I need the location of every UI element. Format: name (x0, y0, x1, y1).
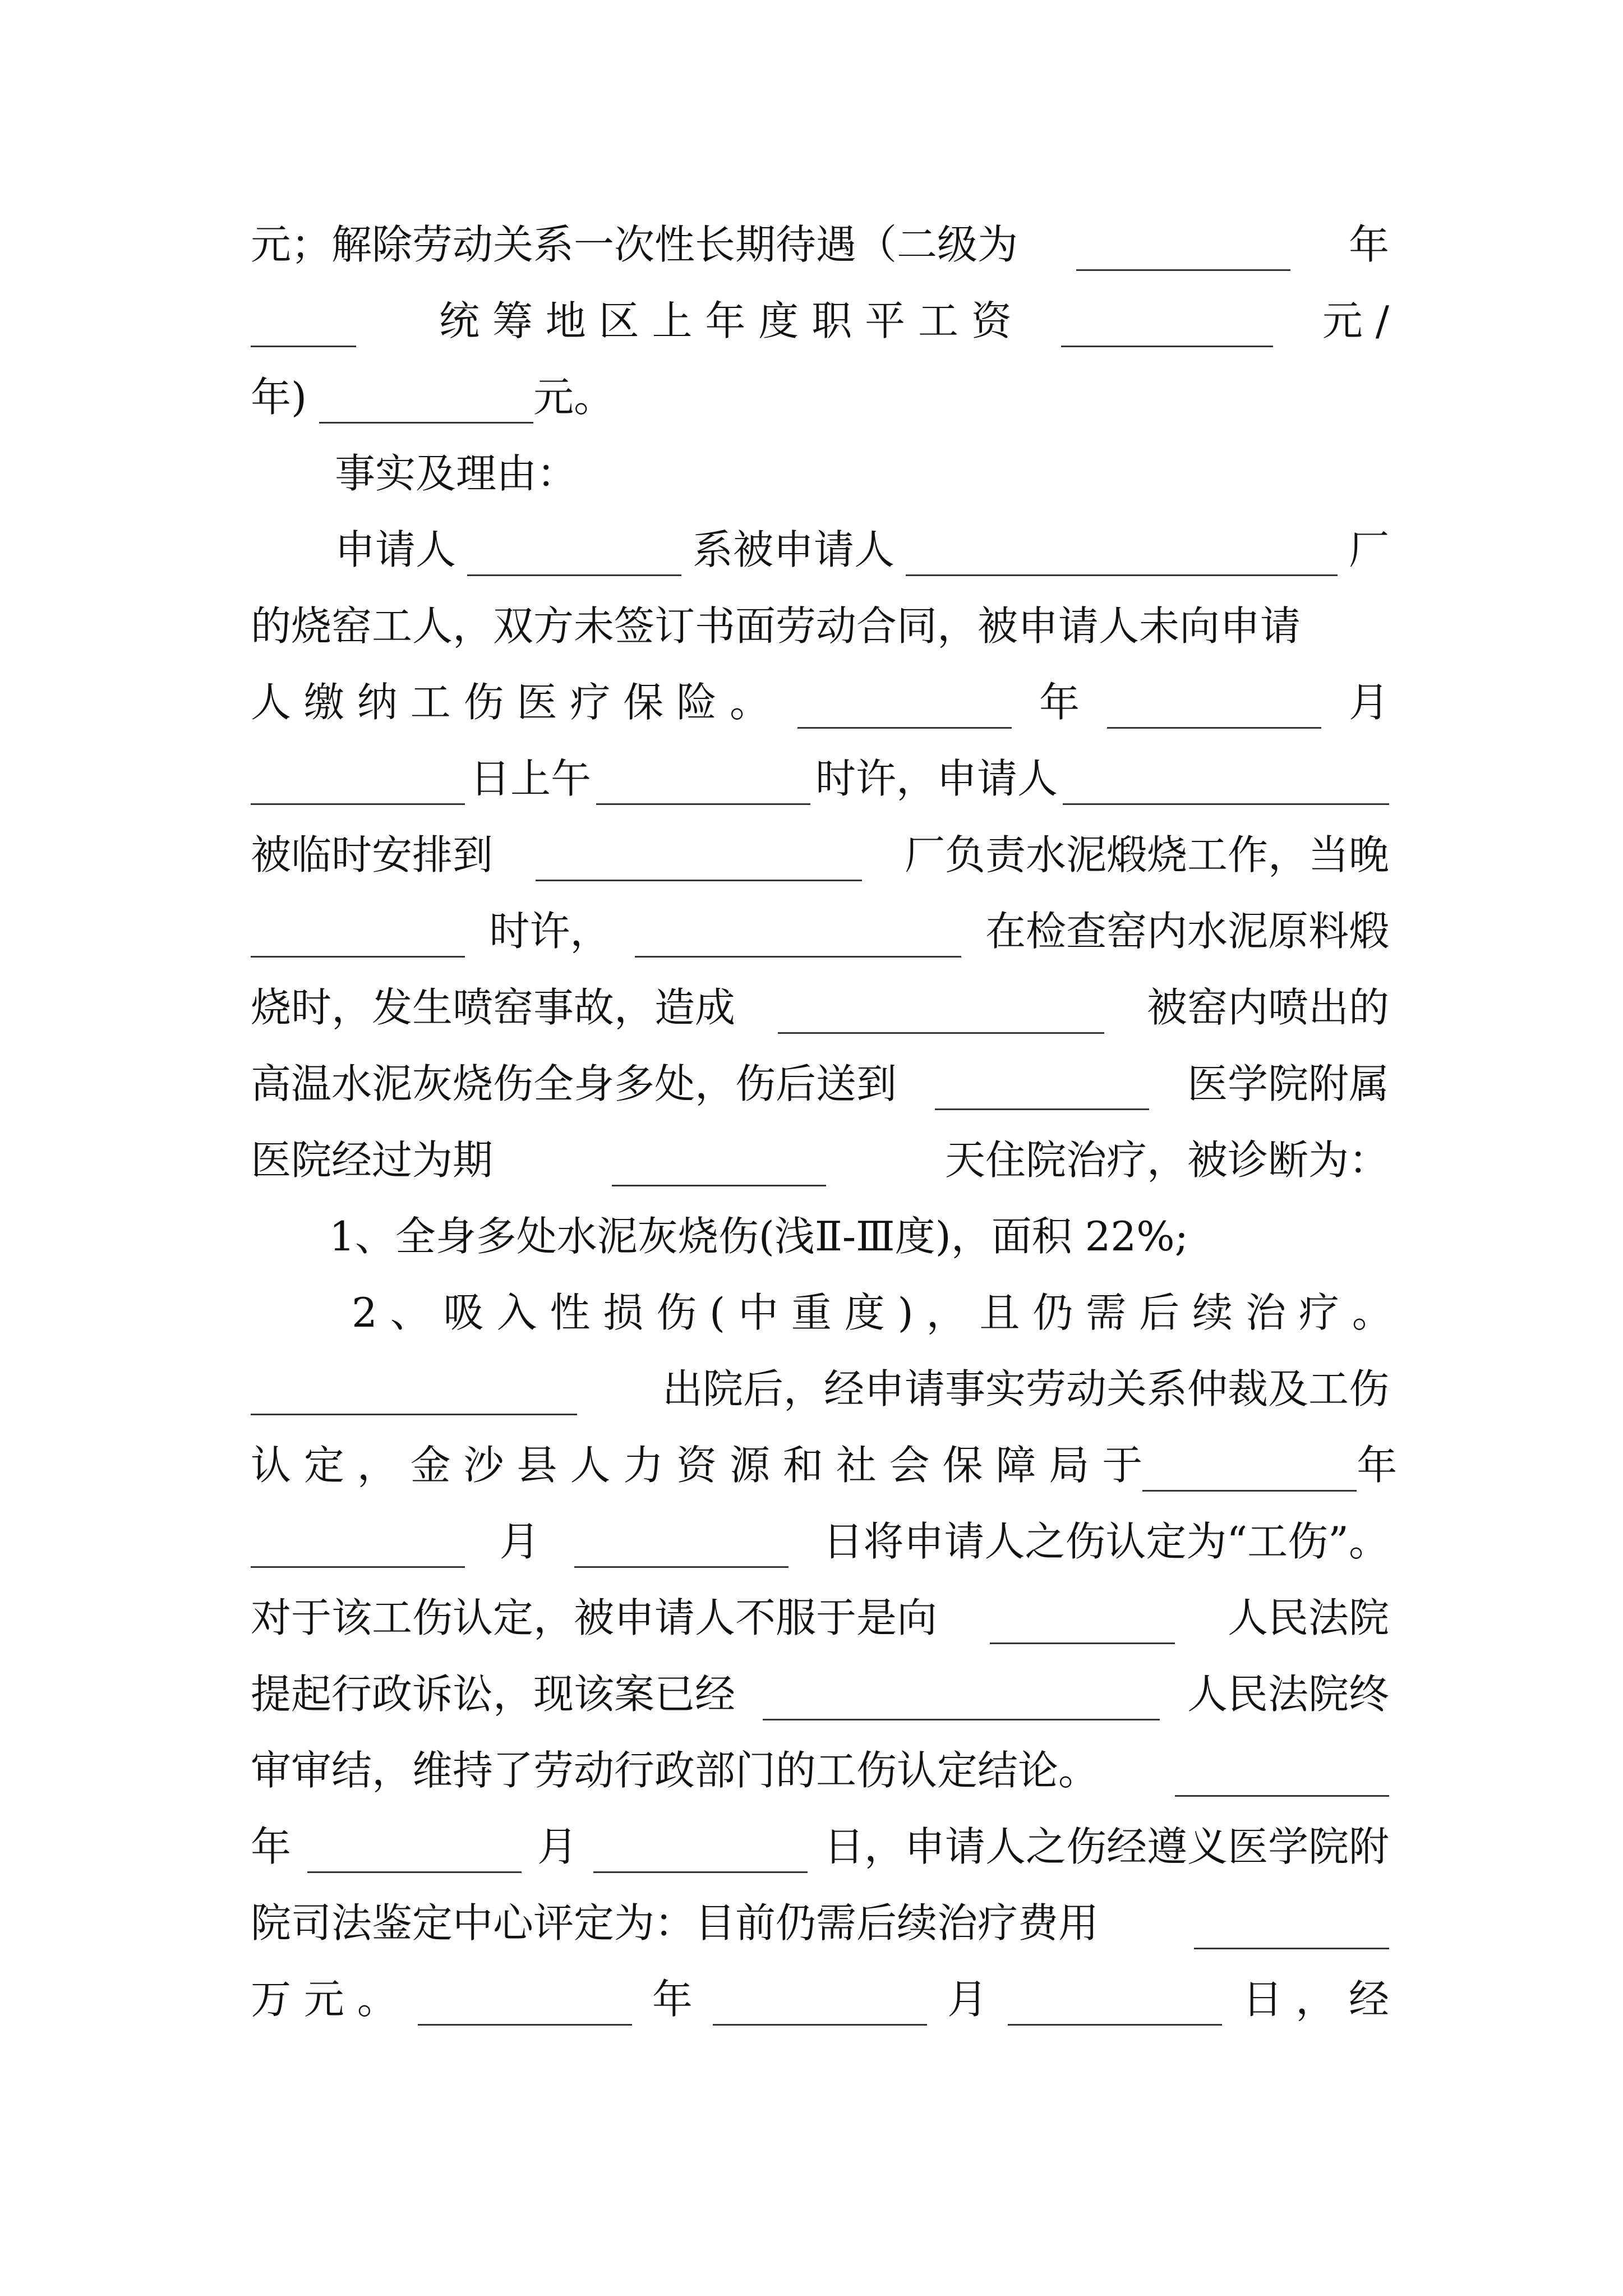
text-segment: 出院后，经申请事实劳动关系仲裁及工伤 (662, 1365, 1389, 1412)
fill-in-blank[interactable] (935, 1075, 1149, 1110)
text-line (251, 364, 1389, 431)
fill-in-blank[interactable] (596, 770, 810, 805)
text-segment: 提起行政诉讼，现该案已经 (251, 1671, 736, 1718)
fill-in-blank[interactable] (1008, 1990, 1222, 2026)
text-segment: 1、全身多处水泥灰烧伤(浅Ⅱ-Ⅲ度)，面积 22%; (329, 1213, 1188, 1260)
fill-in-blank[interactable] (635, 922, 961, 958)
text-segment: 月 (1348, 679, 1389, 726)
text-segment: 医学院附属 (1187, 1060, 1389, 1107)
text-segment: 人民法院终 (1187, 1671, 1389, 1718)
fill-in-blank[interactable] (612, 1151, 826, 1186)
text-line (251, 669, 1389, 736)
text-segment: 月 (499, 1518, 540, 1565)
text-segment: 元。 (533, 374, 615, 421)
diagnosis-item (352, 1279, 1393, 1346)
section-heading (335, 440, 1389, 507)
fill-in-blank[interactable] (251, 1380, 577, 1415)
fill-in-blank[interactable] (1107, 693, 1321, 729)
diagnosis-item (329, 1203, 1389, 1270)
text-line (251, 1813, 1389, 1880)
text-line (335, 516, 1389, 583)
text-segment: 月 (537, 1823, 578, 1870)
text-segment: 天住院治疗，被诊断为： (944, 1137, 1389, 1184)
text-segment: 年 (1357, 1442, 1398, 1489)
text-segment: 日上午 (469, 755, 591, 802)
text-segment: 月 (947, 1976, 988, 2023)
text-segment: 年 (251, 1823, 292, 1870)
fill-in-blank[interactable] (713, 1990, 927, 2026)
text-segment: 万 元 。 (251, 1976, 398, 2023)
text-segment: 年 (652, 1976, 693, 2023)
text-segment: 系被申请人 (692, 526, 895, 573)
text-segment: 院司法鉴定中心评定为：目前仍需后续治疗费用 (251, 1899, 1099, 1947)
fill-in-blank[interactable] (763, 1685, 1160, 1720)
fill-in-blank[interactable] (251, 1533, 465, 1568)
text-segment: 元；解除劳动关系一次性长期待遇（二级为 (251, 221, 1018, 268)
fill-in-blank[interactable] (1175, 1761, 1389, 1797)
fill-in-blank[interactable] (1076, 236, 1290, 271)
fill-in-blank[interactable] (990, 1609, 1175, 1644)
text-line (251, 821, 1389, 889)
fill-in-blank[interactable] (251, 770, 465, 805)
text-segment: 被窑内喷出的 (1146, 984, 1389, 1031)
text-line (251, 1584, 1389, 1651)
text-line (251, 1126, 1389, 1194)
fill-in-blank[interactable] (574, 1533, 789, 1568)
text-segment: 认 定 ， 金 沙 县 人 力 资 源 和 社 会 保 障 局 于 (251, 1442, 1143, 1489)
text-segment: 的烧窑工人，双方未签订书面劳动合同，被申请人未向申请 (251, 602, 1301, 650)
fill-in-blank[interactable] (906, 541, 1338, 576)
fill-in-blank[interactable] (778, 999, 1104, 1034)
text-segment: 时许， (489, 908, 611, 955)
text-segment: 日，申请人之伤经遵义医学院附 (823, 1823, 1389, 1870)
fill-in-blank[interactable] (1061, 312, 1273, 347)
text-line (251, 1355, 1389, 1423)
text-segment: 事实及理由： (335, 450, 578, 497)
fill-in-blank[interactable] (797, 693, 1012, 729)
text-line (251, 745, 1389, 812)
text-line (251, 1432, 1398, 1499)
text-segment: 时许，申请人 (815, 755, 1058, 802)
text-line (251, 287, 1389, 355)
fill-in-blank[interactable] (251, 922, 465, 958)
text-segment: 厂 (1348, 526, 1389, 573)
text-segment: 医院经过为期 (251, 1137, 494, 1184)
text-line (251, 898, 1389, 965)
text-segment: 被临时安排到 (251, 831, 494, 878)
text-segment: 2 、 吸 入 性 损 伤 ( 中 重 度 ) ， 且 仍 需 后 续 治 疗 。 (352, 1289, 1393, 1336)
text-segment: 高温水泥灰烧伤全身多处，伤后送到 (251, 1060, 897, 1107)
fill-in-blank[interactable] (593, 1838, 808, 1873)
text-segment: 厂负责水泥煅烧工作，当晚 (904, 831, 1389, 878)
fill-in-blank[interactable] (1063, 770, 1389, 805)
text-line (251, 1889, 1389, 1957)
fill-in-blank[interactable] (319, 388, 533, 424)
text-line (251, 592, 1389, 660)
text-segment: 日将申请人之伤认定为“工伤”。 (823, 1518, 1389, 1565)
text-line (251, 1737, 1389, 1804)
text-segment: 烧时，发生喷窑事故，造成 (251, 984, 736, 1031)
fill-in-blank[interactable] (1142, 1456, 1357, 1492)
text-segment: 人 缴 纳 工 伤 医 疗 保 险 。 (251, 679, 770, 726)
text-line (251, 1050, 1389, 1117)
text-segment: 申请人 (335, 526, 457, 573)
fill-in-blank[interactable] (251, 312, 356, 347)
text-segment: 年) (251, 374, 307, 421)
text-segment: 元 / (1322, 297, 1389, 344)
text-line (251, 1660, 1389, 1728)
text-segment: 年 (1348, 221, 1389, 268)
text-segment: 统 筹 地 区 上 年 度 职 平 工 资 (439, 297, 1012, 344)
text-segment: 对于该工伤认定，被申请人不服于是向 (251, 1594, 938, 1641)
text-segment: 审审结，维持了劳动行政部门的工伤认定结论。 (251, 1747, 1099, 1794)
fill-in-blank[interactable] (307, 1838, 522, 1873)
text-segment: 在检查窑内水泥原料煅 (985, 908, 1389, 955)
text-line (251, 1508, 1389, 1575)
text-line (251, 1966, 1389, 2033)
fill-in-blank[interactable] (467, 541, 681, 576)
text-line (251, 211, 1389, 278)
fill-in-blank[interactable] (536, 846, 862, 881)
text-line (251, 974, 1389, 1041)
text-segment: 人民法院 (1227, 1594, 1389, 1641)
text-segment: 年 (1039, 679, 1080, 726)
fill-in-blank[interactable] (1194, 1914, 1389, 1949)
fill-in-blank[interactable] (418, 1990, 632, 2026)
text-segment: 日 ， 经 (1242, 1976, 1389, 2023)
